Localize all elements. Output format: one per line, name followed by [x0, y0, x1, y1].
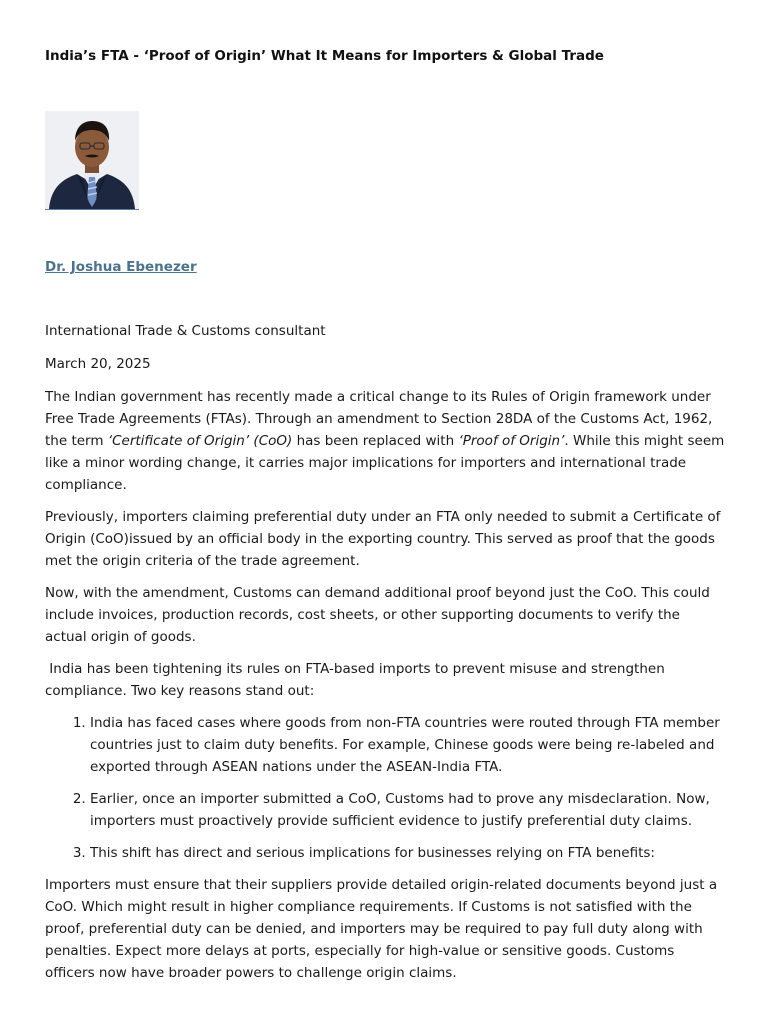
- list-item: 3. This shift has direct and serious implications for businesses relying on FTA benefits:: [90, 842, 725, 864]
- article-body: [45, 320, 725, 994]
- paragraph-previously: Previously, importers claiming preferential duty under an FTA only needed to submit a Certificate of Origin (CoO)issued by an official body in the exporting country. This served as proof that the goods met the origin criteria of the trade agreement.: [45, 509, 721, 569]
- list-item: 2. Earlier, once an importer submitted a CoO, Customs had to prove any misdeclaration. Now, importers must proactively provide sufficient evidence to justify preferential duty claims.: [90, 788, 725, 832]
- publish-date: March 20, 2025: [45, 356, 151, 372]
- list-item: 1. India has faced cases where goods from non-FTA countries were routed through FTA member countries just to claim duty benefits. For example, Chinese goods were being re-labeled and exported through ASEAN nations under the ASEAN-India FTA.: [90, 712, 725, 778]
- intro-text-2: has been replaced with: [292, 433, 459, 449]
- intro-text-3: . While this might seem like a minor wording change, it carries major implications for importers and international trade compliance.: [45, 433, 725, 493]
- author-portrait-drawing: [45, 111, 139, 209]
- term-proof-of-origin: ‘Proof of Origin’: [458, 433, 565, 449]
- closing-paragraph: Importers must ensure that their suppliers provide detailed origin-related documents beyond just a CoO. Which might result in higher compliance requirements. If Customs is not satisfied with the proof, preferential duty can be denied, and importers may be required to pay full duty along with penalties. Expect more delays at ports, especially for high-value or sensitive goods. Customs officers now have broader powers to challenge origin claims.: [45, 877, 718, 981]
- intro-paragraph: [45, 386, 725, 496]
- article-title: India’s FTA - ‘Proof of Origin’ What It Means for Importers & Global Trade: [45, 48, 604, 64]
- author-portrait-icon[interactable]: [45, 111, 139, 210]
- reasons-list: [45, 712, 725, 864]
- paragraph-tightening: India has been tightening its rules on FTA-based imports to prevent misuse and strengthen compliance. Two key reasons stand out:: [45, 661, 670, 699]
- paragraph-now: Now, with the amendment, Customs can demand additional proof beyond just the CoO. This could include invoices, production records, cost sheets, or other supporting documents to verify the actual origin of goods.: [45, 585, 710, 645]
- term-certificate-of-origin: ‘Certificate of Origin’ (CoO): [107, 433, 293, 449]
- author-name-link[interactable]: Dr. Joshua Ebenezer: [45, 259, 197, 275]
- intro-text-1: The Indian government has recently made a critical change to its Rules of Origin framework under Free Trade Agreements (FTAs). Through an amendment to Section 28DA of the Customs Act, 1962, the term: [45, 389, 713, 449]
- author-role: International Trade & Customs consultant: [45, 323, 326, 339]
